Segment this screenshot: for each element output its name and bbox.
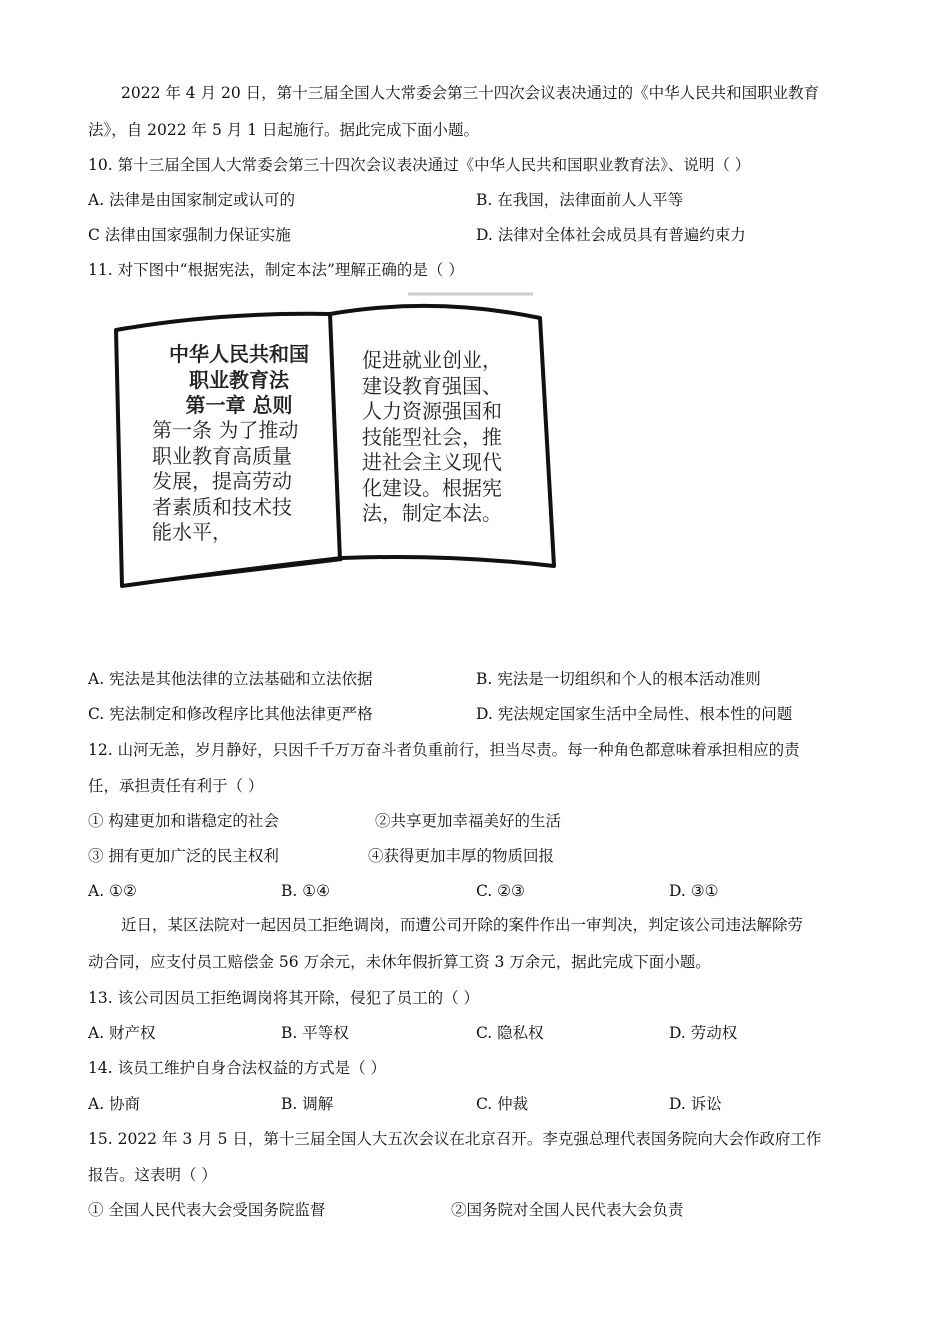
question-14-option-c: C. 仲裁 — [476, 1095, 529, 1113]
question-10-option-d: D. 法律对全体社会成员具有普遍约束力 — [476, 226, 746, 244]
book-left-page-body: 第一条 为了推动 职业教育高质量 发展，提高劳动 者素质和技术技 能水平， — [152, 418, 299, 544]
question-12-statement-1: ① 构建更加和谐稳定的社会 — [88, 812, 279, 830]
intro-paragraph-1-line-2: 法》，自 2022 年 5 月 1 日起施行。据此完成下面小题。 — [88, 121, 479, 139]
question-13-option-a: A. 财产权 — [88, 1024, 156, 1042]
book-left-page-title: 中华人民共和国 职业教育法 第一章 总则 — [169, 342, 309, 417]
question-12-statement-3: ③ 拥有更加广泛的民主权利 — [88, 847, 279, 865]
question-15-statement-2: ②国务院对全国人民代表大会负责 — [451, 1201, 684, 1219]
question-14-option-d: D. 诉讼 — [669, 1095, 722, 1113]
open-book-figure — [108, 290, 563, 595]
question-12-option-a: A. ①② — [88, 882, 137, 900]
question-11-option-a: A. 宪法是其他法律的立法基础和立法依据 — [88, 670, 373, 688]
question-12-option-d: D. ③① — [669, 882, 719, 900]
question-11-option-b: B. 宪法是一切组织和个人的根本活动准则 — [476, 670, 761, 688]
question-14-stem: 14. 该员工维护自身合法权益的方式是（ ） — [88, 1059, 387, 1077]
intro-paragraph-2-line-2: 动合同，应支付员工赔偿金 56 万余元，未休年假折算工资 3 万余元，据此完成下面小题。 — [88, 953, 711, 971]
question-12-stem-line-1: 12. 山河无恙，岁月静好，只因千千万万奋斗者负重前行，担当尽责。每一种角色都意味着承担相应的责 — [88, 741, 800, 759]
question-12-stem-line-2: 任，承担责任有利于（ ） — [88, 777, 264, 795]
intro-paragraph-1-line-1: 2022 年 4 月 20 日，第十三届全国人大常委会第三十四次会议表决通过的《中华人民共和国职业教育 — [121, 84, 820, 102]
question-12-option-c: C. ②③ — [476, 882, 525, 900]
question-13-option-d: D. 劳动权 — [669, 1024, 738, 1042]
question-10-option-a: A. 法律是由国家制定或认可的 — [88, 191, 296, 209]
question-10-option-b: B. 在我国，法律面前人人平等 — [476, 191, 684, 209]
question-13-stem: 13. 该公司因员工拒绝调岗将其开除，侵犯了员工的（ ） — [88, 989, 480, 1007]
question-10-option-c: C 法律由国家强制力保证实施 — [88, 226, 291, 244]
question-14-option-b: B. 调解 — [281, 1095, 334, 1113]
question-12-statement-4: ④获得更加丰厚的物质回报 — [368, 847, 555, 865]
question-12-option-b: B. ①④ — [281, 882, 331, 900]
question-12-statement-2: ②共享更加幸福美好的生活 — [375, 812, 562, 830]
question-15-statement-1: ① 全国人民代表大会受国务院监督 — [88, 1201, 326, 1219]
question-11-option-c: C. 宪法制定和修改程序比其他法律更严格 — [88, 705, 373, 723]
question-15-stem-line-1: 15. 2022 年 3 月 5 日，第十三届全国人大五次会议在北京召开。李克强总理代表国务院向大会作政府工作 — [88, 1130, 822, 1148]
question-13-option-c: C. 隐私权 — [476, 1024, 544, 1042]
question-13-option-b: B. 平等权 — [281, 1024, 349, 1042]
book-right-page-body: 促进就业创业， 建设教育强国、 人力资源强国和 技能型社会，推 进社会主义现代 化建设。根据宪 法，制定本法。 — [362, 348, 502, 525]
question-11-option-d: D. 宪法规定国家生活中全局性、根本性的问题 — [476, 705, 793, 723]
question-10-stem: 10. 第十三届全国人大常委会第三十四次会议表决通过《中华人民共和国职业教育法》、说明（ ） — [88, 156, 751, 174]
question-11-stem: 11. 对下图中“根据宪法，制定本法”理解正确的是（ ） — [88, 261, 464, 279]
question-14-option-a: A. 协商 — [88, 1095, 141, 1113]
question-15-stem-line-2: 报告。这表明（ ） — [88, 1166, 217, 1184]
intro-paragraph-2-line-1: 近日，某区法院对一起因员工拒绝调岗，而遭公司开除的案件作出一审判决，判定该公司违法解除劳 — [121, 916, 804, 934]
